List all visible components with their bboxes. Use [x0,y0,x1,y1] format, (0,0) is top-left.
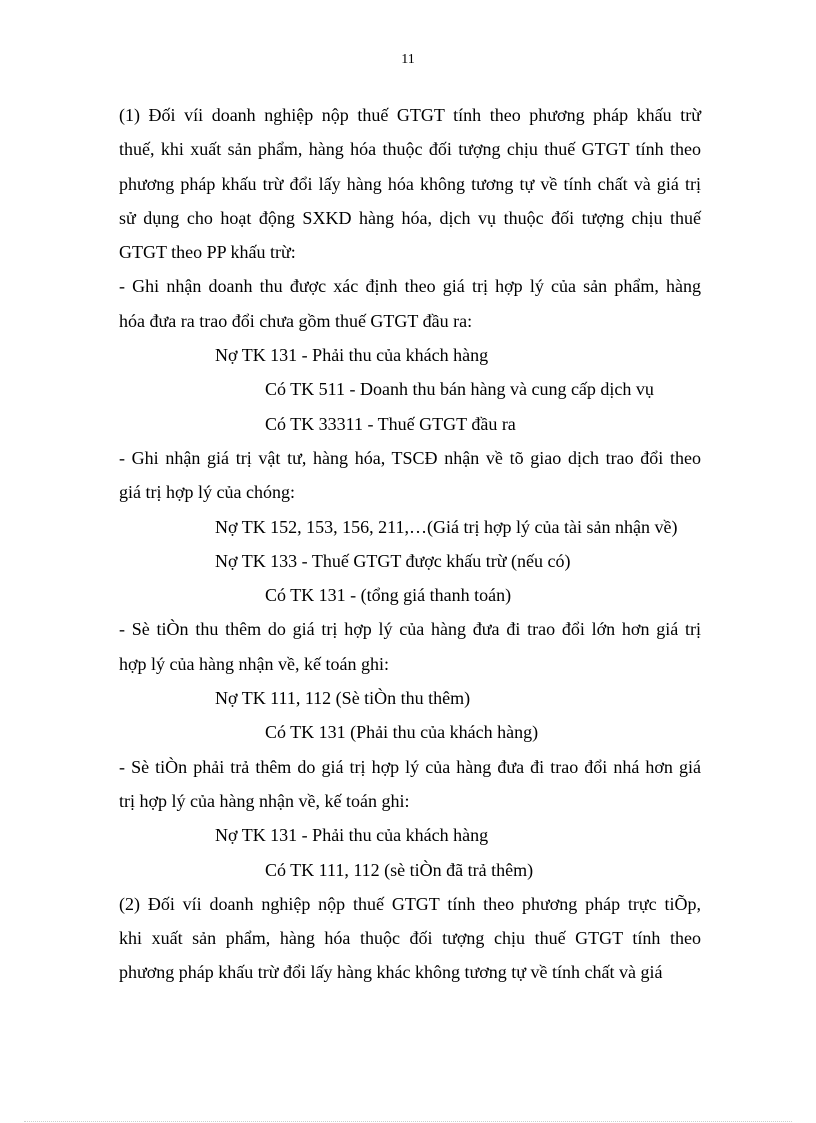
text-line: giá trị hợp lý của chóng: [119,482,295,503]
text-line: Nợ TK 111, 112 (Sè tiÒn thu thêm) [215,688,471,709]
text-line: Có TK 131 (Phải thu của khách hàng) [265,722,539,743]
text-line: phương pháp khấu trừ đổi lấy hàng khác không tương tự về tính chất và giá [119,962,663,983]
text-line: thuế, khi xuất sản phẩm, hàng hóa thuộc đối tượng chịu thuế GTGT tính theo [119,139,701,160]
text-line: Có TK 111, 112 (sè tiÒn đã trả thêm) [265,859,534,880]
text-line: phương pháp khấu trừ đổi lấy hàng hóa không tương tự về tính chất và giá trị [119,173,701,194]
text-line: - Sè tiÒn thu thêm do giá trị hợp lý của hàng đưa đi trao đổi lớn hơn giá trị [119,619,701,640]
page-number: 11 [401,52,415,67]
text-line: (1) Đối víi doanh nghiệp nộp thuế GTGT tính theo phương pháp khấu trừ [119,105,701,125]
text-line: trị hợp lý của hàng nhận về, kế toán ghi: [119,790,410,811]
text-line: hóa đưa ra trao đổi chưa gồm thuế GTGT đầu ra: [119,310,473,331]
text-line: - Ghi nhận doanh thu được xác định theo giá trị hợp lý của sản phẩm, hàng [119,276,701,297]
text-line: sử dụng cho hoạt động SXKD hàng hóa, dịch vụ thuộc đối tượng chịu thuế [119,207,701,228]
text-line: hợp lý của hàng nhận về, kế toán ghi: [119,653,389,674]
text-line: Có TK 33311 - Thuế GTGT đầu ra [265,413,516,434]
text-line: - Sè tiÒn phải trả thêm do giá trị hợp lý của hàng đưa đi trao đổi nhá hơn giá [119,756,701,777]
text-line: khi xuất sản phẩm, hàng hóa thuộc đối tượng chịu thuế GTGT tính theo [119,928,701,949]
text-line: Nợ TK 133 - Thuế GTGT được khấu trừ (nếu có) [215,550,571,571]
text-line: (2) Đối víi doanh nghiệp nộp thuế GTGT tính theo phương pháp trực tiÕp, [119,893,701,914]
text-line: Nợ TK 131 - Phải thu của khách hàng [215,825,489,846]
text-line: Có TK 131 - (tổng giá thanh toán) [265,585,512,606]
text-line: GTGT theo PP khấu trừ: [119,242,296,263]
text-line: - Ghi nhận giá trị vật tư, hàng hóa, TSCĐ nhận về tõ giao dịch trao đổi theo [119,447,701,468]
text-line: Nợ TK 152, 153, 156, 211,…(Giá trị hợp lý của tài sản nhận về) [215,516,678,537]
document-body [119,98,701,990]
page-bottom-divider [24,1121,792,1122]
text-line: Nợ TK 131 - Phải thu của khách hàng [215,345,489,366]
text-line: Có TK 511 - Doanh thu bán hàng và cung cấp dịch vụ [265,379,654,400]
